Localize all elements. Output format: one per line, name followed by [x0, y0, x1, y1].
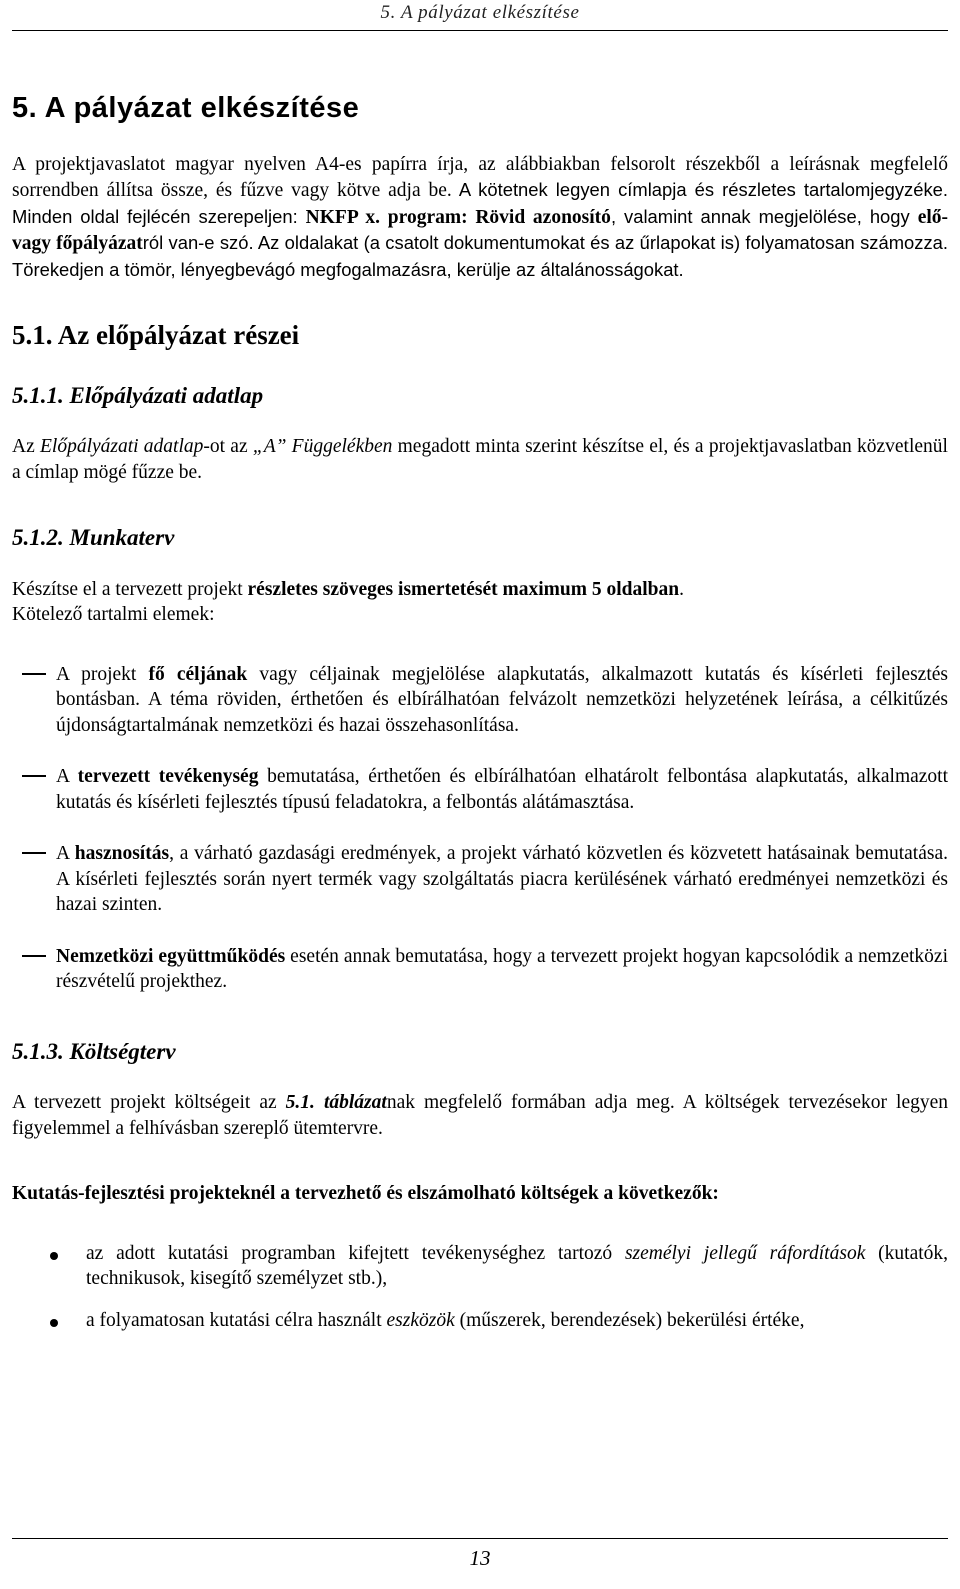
bullet-icon — [50, 1319, 58, 1327]
dash-icon — [22, 852, 46, 854]
footer-rule — [12, 1538, 948, 1539]
subsection-title-5-1-1: 5.1.1. Előpályázati adatlap — [12, 382, 264, 408]
document-body — [12, 88, 948, 1349]
list-item: Nemzetközi együttműködés esetén annak bemutatása, hogy a tervezett projekt hogyan kapcsolódik a nemzetközi részvételű projekthez. — [12, 944, 948, 995]
list-item: A projekt fő céljának vagy céljainak megjelölése alapkutatás, alkalmazott kutatás és kísérleti fejlesztés bontásban. A téma röviden, érthetően és elbírálhatóan felvázolt nemzetközi helyzetének leírása, a célkitűzés újdonságtartalmának nemzetközi és hazai összehasonlítása. — [12, 662, 948, 739]
running-header: 5. A pályázat elkészítése — [380, 2, 580, 23]
dash-icon — [22, 955, 46, 957]
paragraph-5-1-1: Az Előpályázati adatlap-ot az „A” Függelékben megadott minta szerint készítse el, és a projektjavaslatban közvetlenül a címlap mögé fűzze be. — [12, 436, 948, 483]
list-item: A tervezett tevékenység bemutatása, érthetően és elbírálhatóan elhatárolt felbontása alapkutatás, alkalmazott kutatás és kísérleti fejlesztés típusú feladatokra, a felbontás alátámasztása. — [12, 764, 948, 815]
subsection-title-5-1-3: 5.1.3. Költségterv — [12, 1038, 176, 1064]
dash-icon — [22, 673, 46, 675]
subsection-title-5-1: 5.1. Az előpályázat részei — [12, 320, 300, 350]
mandatory-elements-label: Kötelező tartalmi elemek: — [12, 604, 215, 625]
bullet-icon — [50, 1252, 58, 1260]
costs-heading: Kutatás-fejlesztési projekteknél a tervezhető és elszámolható költségek a következők: — [12, 1183, 719, 1204]
paragraph-5-1-2: Készítse el a tervezett projekt részletes szöveges ismertetését maximum 5 oldalban. — [12, 578, 684, 600]
page-number: 13 — [469, 1546, 491, 1570]
section-title: 5. A pályázat elkészítése — [12, 92, 360, 124]
dash-icon — [22, 775, 46, 777]
costs-list — [12, 1241, 948, 1334]
paragraph-5-1-3: A tervezett projekt költségeit az 5.1. táblázatnak megfelelő formában adja meg. A költségek tervezésekor legyen figyelemmel a felhívásban szereplő ütemtervre. — [12, 1092, 949, 1139]
subsection-title-5-1-2: 5.1.2. Munkaterv — [12, 525, 175, 550]
list-item: az adott kutatási programban kifejtett tevékenységhez tartozó személyi jellegű ráfordítások (kutatók, technikusok, kisegítő személyzet stb.), — [12, 1241, 948, 1292]
header-rule — [12, 30, 948, 31]
list-item: a folyamatosan kutatási célra használt eszközök (műszerek, berendezések) bekerülési értéke, — [12, 1308, 948, 1334]
workplan-list — [12, 662, 948, 995]
list-item: A hasznosítás, a várható gazdasági eredmények, a projekt várható közvetlen és közvetett hatásainak bemutatása. A kísérleti fejlesztés során nyert termék vagy szolgáltatás piacra kerülésének várható eredményei nemzetközi és hazai szinten. — [12, 841, 948, 918]
intro-paragraph: A projektjavaslatot magyar nyelven A4-es papírra írja, az alábbiakban felsorolt részekből a leírásnak megfelelő sorrendben állítsa össze, és fűzve vagy kötve adja be. A kötetnek legyen címlapja és részletes tartalomjegyzéke. Minden oldal fejlécén szerepeljen: NKFP x. program: Rövid azonosító, valamint annak megjelölése, hogy elő- vagy főpályázatról van-e szó. Az oldalakat (a csatolt dokumentumokat és az űrlapokat is) folyamatosan számozza. Törekedjen a tömör, lényegbevágó megfogalmazásra, kerülje az általánosságokat. — [12, 153, 949, 280]
